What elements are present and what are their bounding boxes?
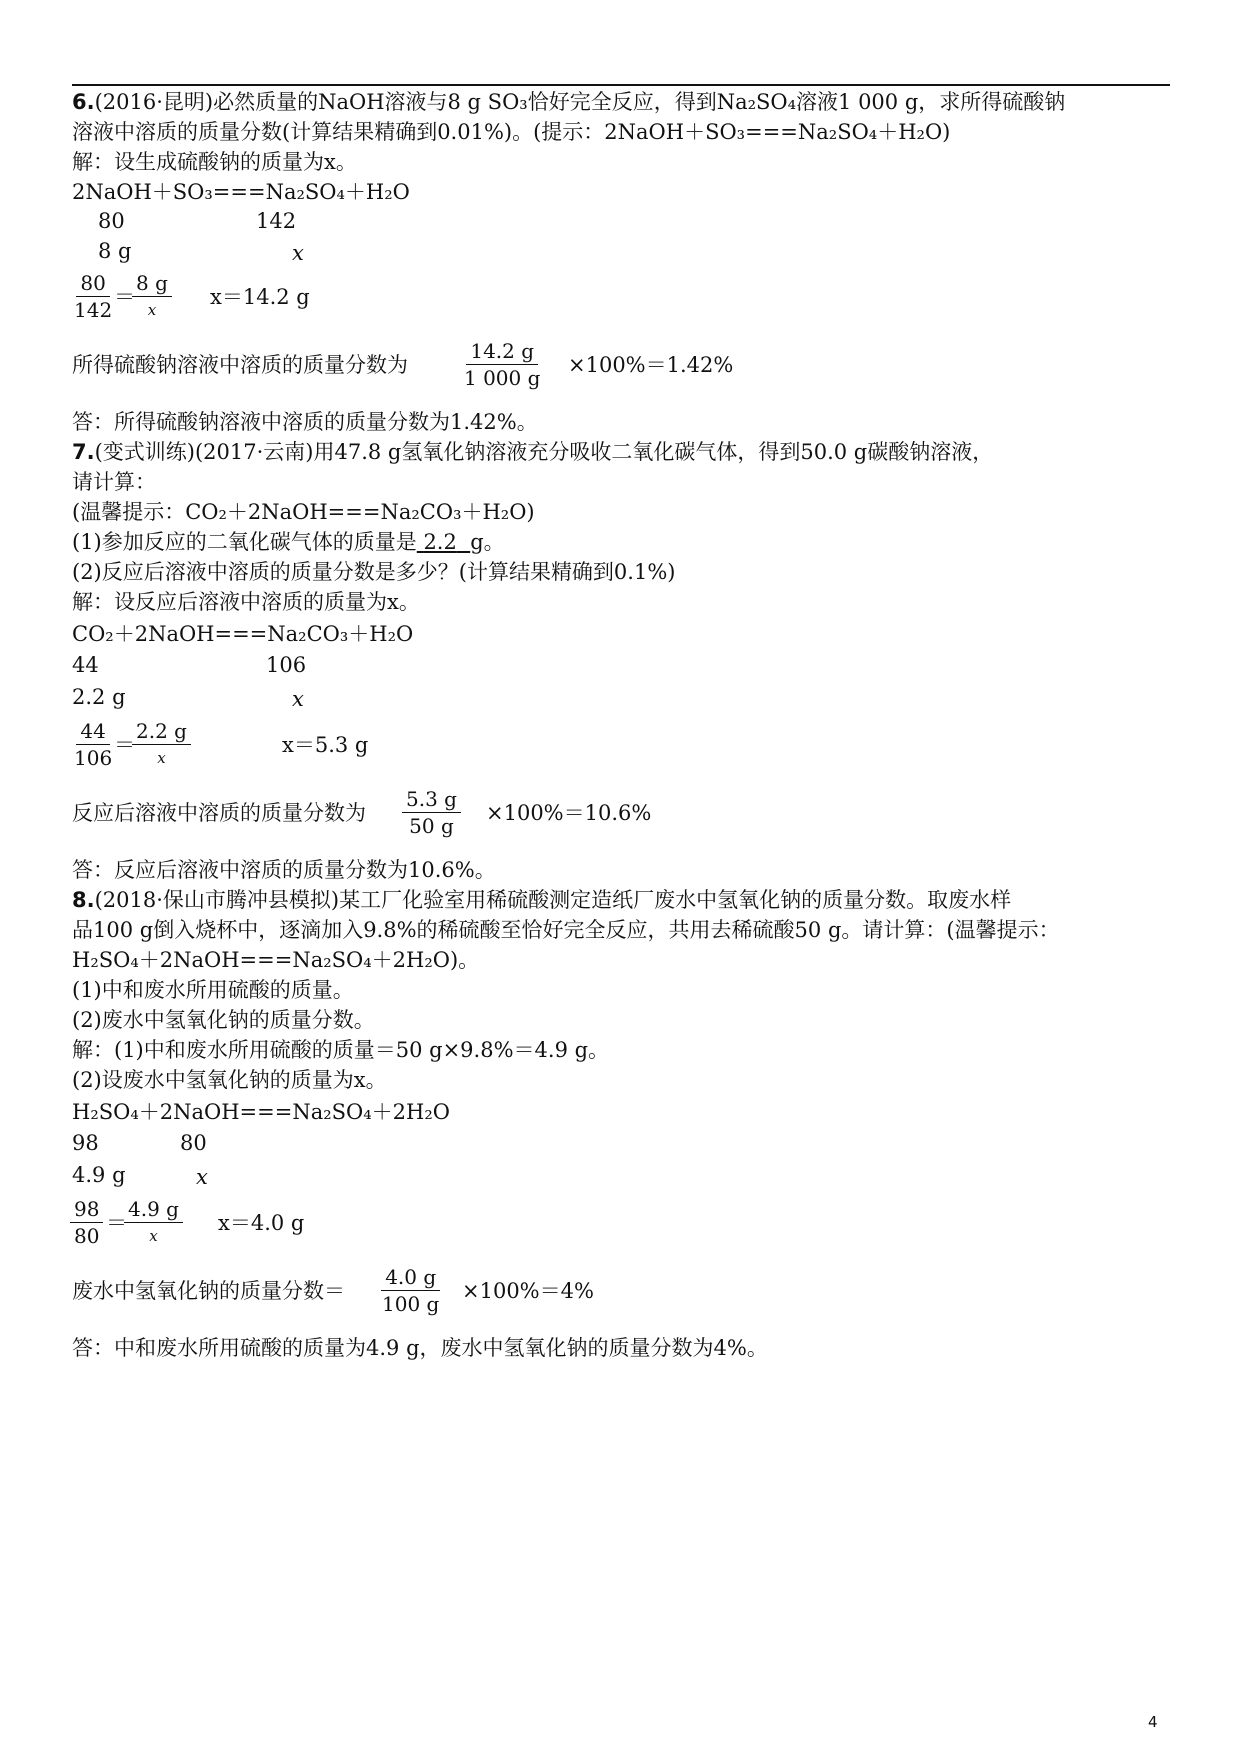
q6-ratio-left-num: 80 (76, 270, 109, 297)
q7-pct-num: 5.3 g (402, 786, 461, 813)
q6-actual1: 8 g (98, 239, 132, 263)
q8-actual2: x (196, 1165, 208, 1189)
q8-mass1: 98 (72, 1131, 99, 1155)
q6-line2: 溶液中溶质的质量分数(计算结果精确到0.01%)。(提示：2NaOH＋SO₃===Na₂SO₄＋H₂O) (72, 120, 951, 144)
q7-ratio-right-num: 2.2 g (132, 718, 191, 745)
q7-line2: 请计算： (72, 470, 156, 494)
q6-ratio-left (70, 270, 116, 323)
q6-line1 (72, 88, 1065, 116)
q8-part1: (1)中和废水所用硫酸的质量。 (72, 978, 354, 1002)
q7-actual1: 2.2 g (72, 685, 126, 709)
q7-pct-result: ×100%＝10.6% (486, 801, 652, 825)
q7-ratio-left (70, 718, 116, 771)
q6-ratio-left-den: 142 (74, 298, 113, 322)
q8-equation: H₂SO₄＋2NaOH===Na₂SO₄＋2H₂O (72, 1100, 450, 1124)
q7-part1 (72, 528, 505, 556)
top-rule (72, 84, 1170, 86)
q8-line3: H₂SO₄＋2NaOH===Na₂SO₄＋2H₂O)。 (72, 948, 480, 972)
q6-result: x＝14.2 g (210, 285, 310, 309)
q7-mass2: 106 (266, 653, 307, 677)
q8-ratio-left-num: 98 (70, 1196, 103, 1223)
q8-answer: 答：中和废水所用硫酸的质量为4.9 g，废水中氢氧化钠的质量分数为4%。 (72, 1336, 768, 1360)
q8-actual1: 4.9 g (72, 1163, 126, 1187)
q7-equation: CO₂＋2NaOH===Na₂CO₃＋H₂O (72, 622, 414, 646)
q8-pct-den: 100 g (382, 1292, 440, 1316)
q6-text1: (2016·昆明)必然质量的NaOH溶液与8 g SO₃恰好完全反应，得到Na₂SO₄溶液1 000 g，求所得硫酸钠 (94, 90, 1066, 114)
q8-mass2: 80 (180, 1131, 207, 1155)
q7-part1-unit: g。 (470, 530, 505, 554)
q8-ratio-right (124, 1196, 183, 1249)
q7-part2: (2)反应后溶液中溶质的质量分数是多少？(计算结果精确到0.1%) (72, 560, 676, 584)
q7-number: 7. (72, 440, 95, 464)
q6-actual2: x (292, 241, 304, 265)
q6-pct-result: ×100%＝1.42% (568, 353, 734, 377)
q6-equation: 2NaOH＋SO₃===Na₂SO₄＋H₂O (72, 180, 410, 204)
q8-ratio-left-den: 80 (74, 1224, 100, 1248)
q7-pct-label: 反应后溶液中溶质的质量分数为 (72, 801, 366, 825)
q8-ratio-right-num: 4.9 g (124, 1196, 183, 1223)
q6-ratio-right-num: 8 g (132, 270, 172, 297)
q7-answer: 答：反应后溶液中溶质的质量分数为10.6%。 (72, 858, 496, 882)
q8-pct-result: ×100%＝4% (462, 1279, 594, 1303)
q7-text1: (变式训练)(2017·云南)用47.8 g氢氧化钠溶液充分吸收二氧化碳气体，得到50.0 g碳酸钠溶液， (94, 440, 994, 464)
q6-mass2: 142 (256, 209, 297, 233)
q8-solution2: (2)设废水中氢氧化钠的质量为x。 (72, 1068, 387, 1092)
q7-solution: 解：设反应后溶液中溶质的质量为x。 (72, 590, 420, 614)
q8-pct-label: 废水中氢氧化钠的质量分数＝ (72, 1279, 345, 1303)
q7-ratio-right (132, 718, 191, 771)
q6-answer: 答：所得硫酸钠溶液中溶质的质量分数为1.42%。 (72, 410, 538, 434)
q6-ratio-right-den: x (147, 301, 157, 319)
q7-line1 (72, 438, 993, 466)
q7-pct-fraction (402, 786, 461, 839)
page-number: 4 (1148, 1713, 1158, 1731)
q8-pct-num: 4.0 g (381, 1264, 440, 1291)
q6-solution: 解：设生成硫酸钠的质量为x。 (72, 150, 357, 174)
q7-ratio-left-den: 106 (74, 746, 113, 770)
q8-solution1: 解：(1)中和废水所用硫酸的质量＝50 g×9.8%＝4.9 g。 (72, 1038, 610, 1062)
q8-part2: (2)废水中氢氧化钠的质量分数。 (72, 1008, 375, 1032)
q7-hint: (温馨提示：CO₂＋2NaOH===Na₂CO₃＋H₂O) (72, 500, 535, 524)
q8-ratio-left (70, 1196, 103, 1249)
q8-number: 8. (72, 888, 95, 912)
q6-pct-den: 1 000 g (464, 366, 541, 390)
q8-pct-fraction (378, 1264, 443, 1317)
q6-pct-fraction (460, 338, 544, 391)
q7-mass1: 44 (72, 653, 99, 677)
q8-result: x＝4.0 g (218, 1211, 305, 1235)
q7-ratio-right-den: x (157, 749, 166, 767)
q6-ratio-right (132, 270, 172, 323)
q8-line2: 品100 g倒入烧杯中，逐滴加入9.8%的稀硫酸至恰好完全反应，共用去稀硫酸50 g。请计算：(温馨提示： (72, 918, 1060, 942)
q7-ratio-left-num: 44 (76, 718, 109, 745)
q6-pct-num: 14.2 g (466, 338, 538, 365)
q7-pct-den: 50 g (409, 814, 454, 838)
q7-part1-answer: 2.2 (423, 530, 457, 554)
q7-actual2: x (292, 687, 304, 711)
q7-result: x＝5.3 g (282, 733, 369, 757)
q6-pct-label: 所得硫酸钠溶液中溶质的质量分数为 (72, 353, 408, 377)
q6-mass1: 80 (98, 209, 125, 233)
q6-number: 6. (72, 90, 95, 114)
q7-part1-text: (1)参加反应的二氧化碳气体的质量是 (72, 530, 417, 554)
q8-ratio-right-den: x (149, 1227, 158, 1245)
q8-text1: (2018·保山市腾冲县模拟)某工厂化验室用稀硫酸测定造纸厂废水中氢氧化钠的质量分数。取废水样 (94, 888, 1012, 912)
q8-line1 (72, 886, 1011, 914)
